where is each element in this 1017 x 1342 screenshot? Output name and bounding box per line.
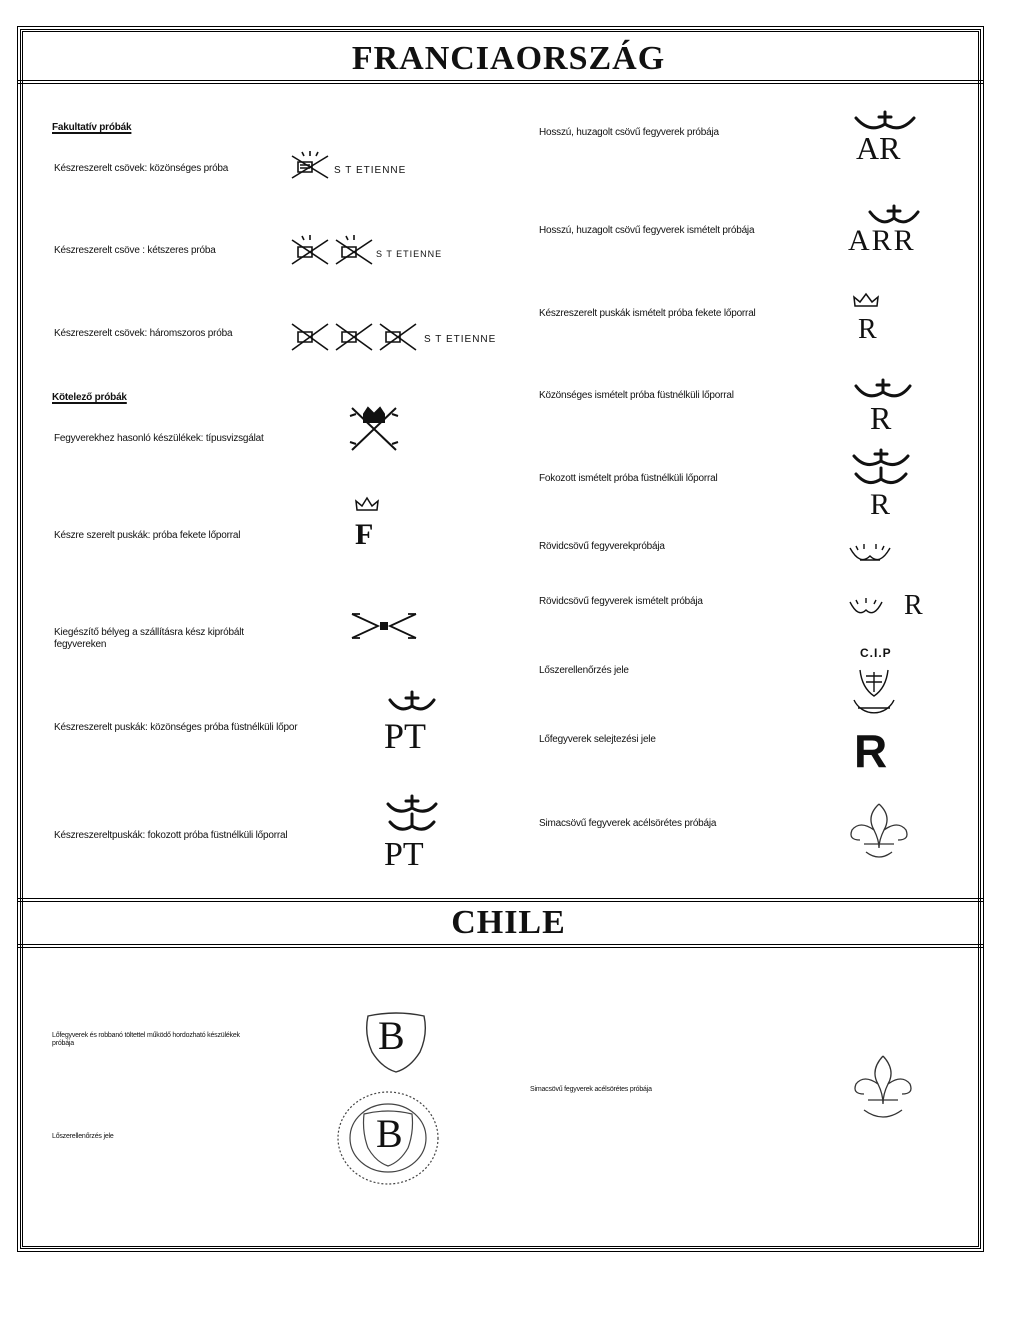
fleur-de-lis-icon-chile [850,1052,916,1124]
st-etienne-label-2: S T ETIENNE [376,249,443,259]
mark-b-seal: B [376,1111,403,1156]
mark-r-1: R [858,314,877,345]
mark-pt-1: PT [384,716,427,756]
left-item-2: Készreszerelt csöve : kétszeres próba [54,245,216,256]
left-item-8: Készreszereltpuskák: fokozott próba füstnélküli lőporral [54,830,288,841]
right-item-4: Közönséges ismételt próba füstnélküli lőporral [539,390,734,401]
right-item-2: Hosszú, huzagolt csövű fegyverek ismételt próbája [539,225,755,236]
crown-icon-short-barrel-repeat [846,596,886,620]
chile-left-item-2: Lőszerellenőrzés jele [52,1133,114,1140]
crown-icon-pt [386,690,438,716]
st-etienne-mark-triple [288,316,428,360]
crown-icon-f [354,496,380,514]
right-item-6: Rövidcsövű fegyverekpróbája [539,541,665,552]
mandatory-tests-heading: Kötelező próbák [52,392,127,403]
crossed-arrows-icon [348,404,400,454]
right-item-1: Hosszú, huzagolt csövű fegyverek próbája [539,127,719,138]
fleur-de-lis-icon-france [846,800,912,864]
chile-right-item-1: Simacsövű fegyverek acélsörétes próbája [530,1086,652,1093]
crown-icon-r-1 [852,292,880,310]
right-item-3: Készreszerelt puskák ismételt próba fekete lőporral [539,308,756,319]
mark-b-shield: B [378,1013,405,1058]
right-item-7: Rövidcsövű fegyverek ismételt próbája [539,596,703,607]
right-item-8: Lőszerellenőrzés jele [539,665,629,676]
mark-r-2: R [870,400,892,436]
crown-icon-r-3 [850,448,912,490]
mark-r-bold: R [854,725,888,777]
crown-icon-short-barrel [846,540,894,568]
crown-icon-pt-double [384,794,440,838]
st-etienne-mark-double [288,232,388,274]
cip-label: C.I.P [860,646,892,660]
right-item-9: Lőfegyverek selejtezési jele [539,734,656,745]
right-item-10: Simacsövű fegyverek acélsörétes próbája [539,818,717,829]
right-item-5: Fokozott ismételt próba füstnélküli lőporral [539,473,718,484]
mark-arr: ARR [848,224,916,257]
chile-left-item-1: Lőfegyverek és robbanó töltettel működő hordozható készülékek próbája [52,1032,240,1047]
shipping-stamp-icon [348,608,420,644]
st-etienne-label-3: S T ETIENNE [424,334,497,345]
france-title: FRANCIAORSZÁG [351,40,666,77]
left-item-4: Fegyverekhez hasonló készülékek: típusvizsgálat [54,433,264,444]
mark-f: F [355,518,374,551]
chile-title: CHILE [451,904,566,941]
mark-pt-2: PT [384,836,424,873]
left-item-6: Kiegészítő bélyeg a szállításra kész kipróbált fegyvereken [54,627,244,650]
left-item-5: Készre szerelt puskák: próba fekete lőporral [54,530,241,541]
left-item-3: Készreszerelt csövek: háromszoros próba [54,328,233,339]
cip-seal-icon [846,660,902,716]
mark-ar: AR [856,130,901,166]
mark-r-4: R [904,590,923,621]
optional-tests-heading: Fakultatív próbák [52,122,132,133]
left-item-7: Készreszerelt puskák: közönséges próba füstnélküli lőpor [54,722,298,733]
left-item-1: Készreszerelt csövek: közönséges próba [54,163,229,174]
mark-r-3: R [870,488,891,521]
st-etienne-label-1: S T ETIENNE [334,165,407,176]
